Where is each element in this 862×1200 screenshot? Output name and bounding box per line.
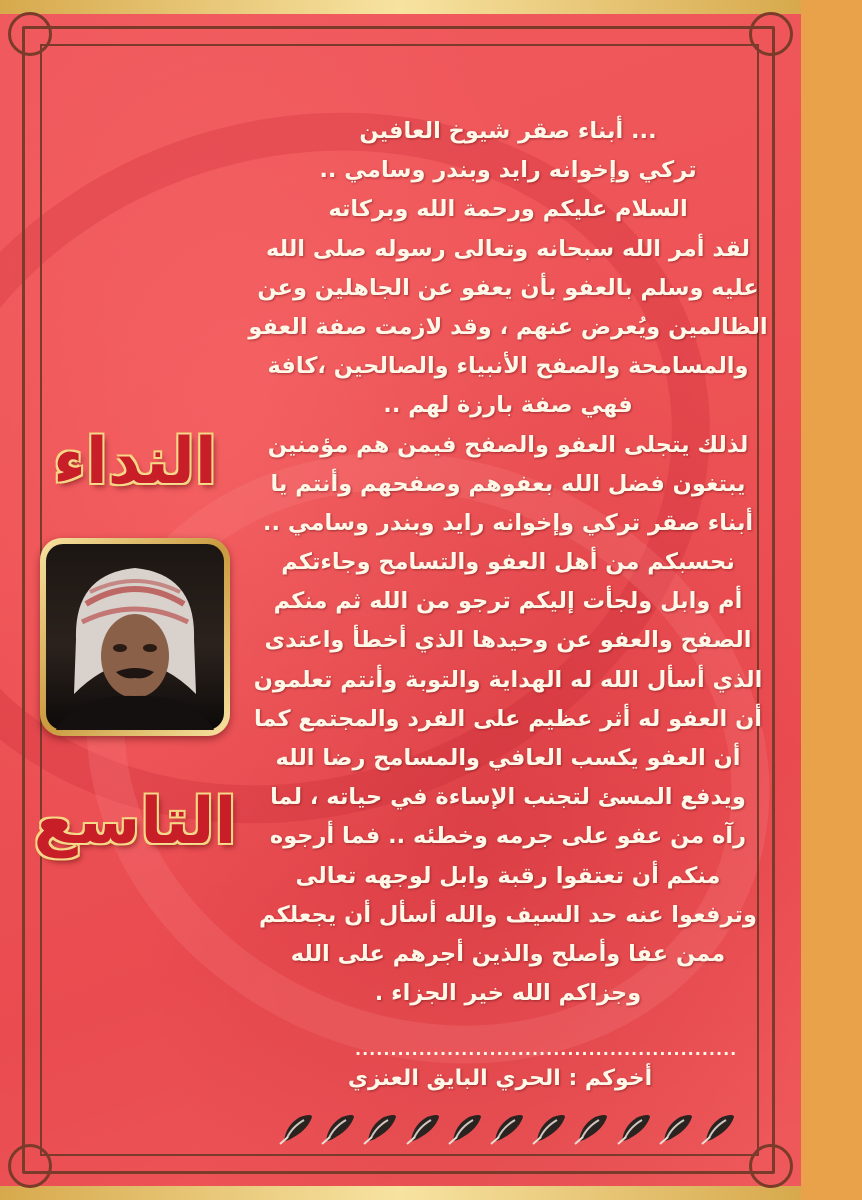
bottom-gold-band bbox=[0, 1186, 801, 1200]
message-line: وترفعوا عنه حد السيف والله أسأل أن يجعلكم bbox=[259, 901, 757, 928]
feather-quill-icon bbox=[405, 1111, 443, 1145]
message-line: أم وابل ولجأت إليكم ترجو من الله ثم منكم bbox=[273, 588, 743, 615]
feather-quill-icon bbox=[573, 1111, 611, 1145]
feather-row bbox=[278, 1108, 738, 1148]
feather-quill-icon bbox=[489, 1111, 527, 1145]
message-line: أن العفو يكسب العافي والمسامح رضا الله bbox=[275, 745, 741, 771]
feather-quill-icon bbox=[700, 1111, 738, 1145]
message-line: أن العفو له أثر عظيم على الفرد والمجتمع كما bbox=[253, 705, 763, 732]
message-line: الصفح والعفو عن وحيدها الذي أخطأ واعتدى bbox=[264, 627, 752, 654]
message-line: نحسبكم من أهل العفو والتسامح وجاءتكم bbox=[281, 549, 735, 576]
feather-quill-icon bbox=[616, 1111, 654, 1145]
message-line: وجزاكم الله خير الجزاء . bbox=[374, 980, 642, 1007]
side-title-bottom: التاسع bbox=[33, 785, 237, 859]
feather-quill-icon bbox=[658, 1111, 696, 1145]
feather-quill-icon bbox=[447, 1111, 485, 1145]
top-gold-band bbox=[0, 0, 801, 14]
message-line: الذي أسأل الله له الهداية والتوبة وأنتم تعلمون bbox=[253, 666, 763, 693]
message-line: أبناء صقر تركي وإخوانه رايد وبندر وسامي .. bbox=[262, 509, 754, 536]
message-line: ممن عفا وأصلح والذين أجرهم على الله bbox=[290, 940, 726, 967]
feather-quill-icon bbox=[278, 1111, 316, 1145]
feather-quill-icon bbox=[362, 1111, 400, 1145]
frame-corner-ornament bbox=[8, 1144, 52, 1188]
portrait-illustration bbox=[46, 544, 224, 730]
dotted-separator: ...................................................... bbox=[355, 1040, 738, 1059]
message-line: عليه وسلم بالعفو بأن يعفو عن الجاهلين وعن bbox=[257, 274, 759, 301]
frame-corner-ornament bbox=[749, 12, 793, 56]
message-line: والمسامحة والصفح الأنبياء والصالحين ،كافة bbox=[267, 353, 749, 380]
message-line: السلام عليكم ورحمة الله وبركاته bbox=[328, 196, 688, 223]
feather-quill-icon bbox=[320, 1111, 358, 1145]
message-line: ... أبناء صقر شيوخ العافين bbox=[359, 118, 657, 144]
message-line: فهي صفة بارزة لهم .. bbox=[383, 392, 633, 419]
message-body bbox=[238, 112, 778, 1013]
message-line: ويدفع المسئ لتجنب الإساءة في حياته ، لما bbox=[270, 784, 746, 811]
message-line: يبتغون فضل الله بعفوهم وصفحهم وأنتم يا bbox=[270, 470, 746, 497]
portrait-frame bbox=[40, 538, 230, 736]
frame-corner-ornament bbox=[8, 12, 52, 56]
message-line: لذلك يتجلى العفو والصفح فيمن هم مؤمنين bbox=[267, 431, 749, 458]
message-line: رآه من عفو على جرمه وخطئه .. فما أرجوه bbox=[269, 823, 747, 850]
message-line: منكم أن تعتقوا رقبة وابل لوجهه تعالى bbox=[295, 862, 721, 889]
message-line: لقد أمر الله سبحانه وتعالى رسوله صلى الله bbox=[266, 235, 750, 262]
feather-quill-icon bbox=[531, 1111, 569, 1145]
side-title-top: النداء bbox=[53, 425, 217, 499]
message-line: تركي وإخوانه رايد وبندر وسامي .. bbox=[319, 157, 697, 184]
signature: أخوكم : الحري البايق العنزي bbox=[347, 1066, 653, 1091]
portrait-photo bbox=[46, 544, 224, 730]
frame-corner-ornament bbox=[749, 1144, 793, 1188]
message-line: الظالمين ويُعرض عنهم ، وقد لازمت صفة العفو bbox=[248, 313, 768, 340]
